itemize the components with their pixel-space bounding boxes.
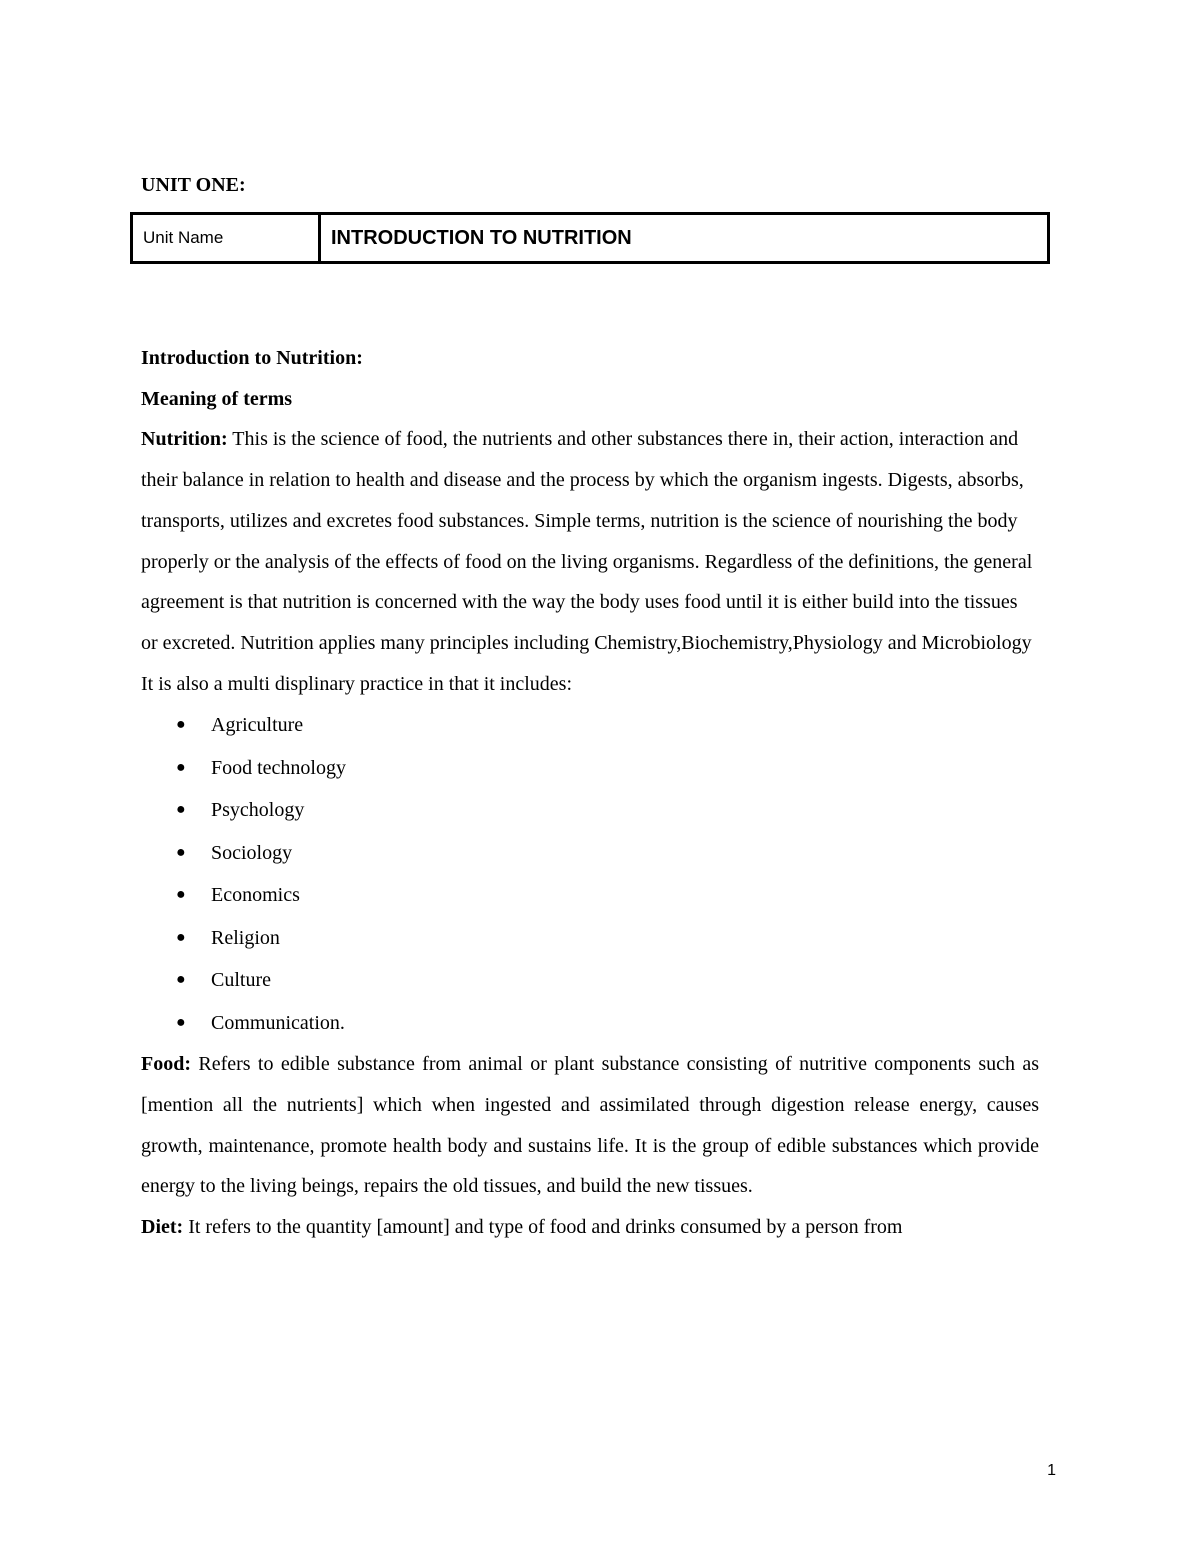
unit-heading: UNIT ONE: — [141, 174, 246, 196]
bullet-icon: ● — [176, 928, 186, 946]
page-number: 1 — [1047, 1462, 1056, 1479]
list-item: ● Sociology — [141, 832, 1039, 875]
bullet-icon: ● — [176, 971, 186, 989]
nutrition-definition — [141, 419, 1039, 663]
bullet-icon: ● — [176, 801, 186, 819]
food-definition — [141, 1044, 1039, 1207]
bullet-icon: ● — [176, 886, 186, 904]
list-item: ● Food technology — [141, 747, 1039, 790]
diet-text: It refers to the quantity [amount] and type of food and drinks consumed by a person from — [183, 1216, 903, 1239]
bullet-icon: ● — [176, 758, 186, 776]
section-title: Introduction to Nutrition: — [141, 347, 363, 369]
food-term: Food: — [141, 1053, 191, 1076]
bullet-icon: ● — [176, 1013, 186, 1031]
unit-name-label: Unit Name — [132, 214, 320, 263]
list-item: ● Economics — [141, 874, 1039, 917]
list-item: ● Religion — [141, 917, 1039, 960]
bullet-icon: ● — [176, 716, 186, 734]
list-item: ● Culture — [141, 959, 1039, 1002]
body-content — [141, 338, 1039, 1248]
disciplines-list — [141, 704, 1039, 1044]
list-item: ● Psychology — [141, 789, 1039, 832]
list-item: ● Agriculture — [141, 704, 1039, 747]
unit-name-row — [132, 214, 1049, 263]
multidisciplinary-intro: It is also a multi displinary practice in that it includes: — [141, 672, 573, 695]
nutrition-term: Nutrition: — [141, 428, 228, 451]
food-text: Refers to edible substance from animal or plant substance consisting of nutritive components such as [mention all the nutrients] which when ingested and assimilated through digestion release energy, causes growth, maintenance, promote health body and sustains life. It is the group of edible substances which provide energy to the living beings, repairs the old tissues, and build the new tissues. — [141, 1053, 1039, 1198]
diet-term: Diet: — [141, 1216, 184, 1239]
bullet-icon: ● — [176, 843, 186, 861]
unit-name-table — [130, 212, 1050, 264]
diet-definition — [141, 1207, 1039, 1248]
nutrition-text: This is the science of food, the nutrients and other substances there in, their action, interaction and their balance in relation to health and disease and the process by which the organism ingests. Digests, absorbs, transports, utilizes and excretes food substances. Simple terms, nutrition is the science of nourishing the body properly or the analysis of the effects of food on the living organisms. Regardless of the definitions, the general agreement is that nutrition is concerned with the way the body uses food until it is either build into the tissues or excreted. Nutrition applies many principles including Chemistry,Biochemistry,Physiology and Microbiology — [141, 428, 1033, 654]
subsection-title: Meaning of terms — [141, 387, 293, 410]
list-item: ● Communication. — [141, 1002, 1039, 1045]
unit-name-value: INTRODUCTION TO NUTRITION — [320, 214, 1049, 263]
